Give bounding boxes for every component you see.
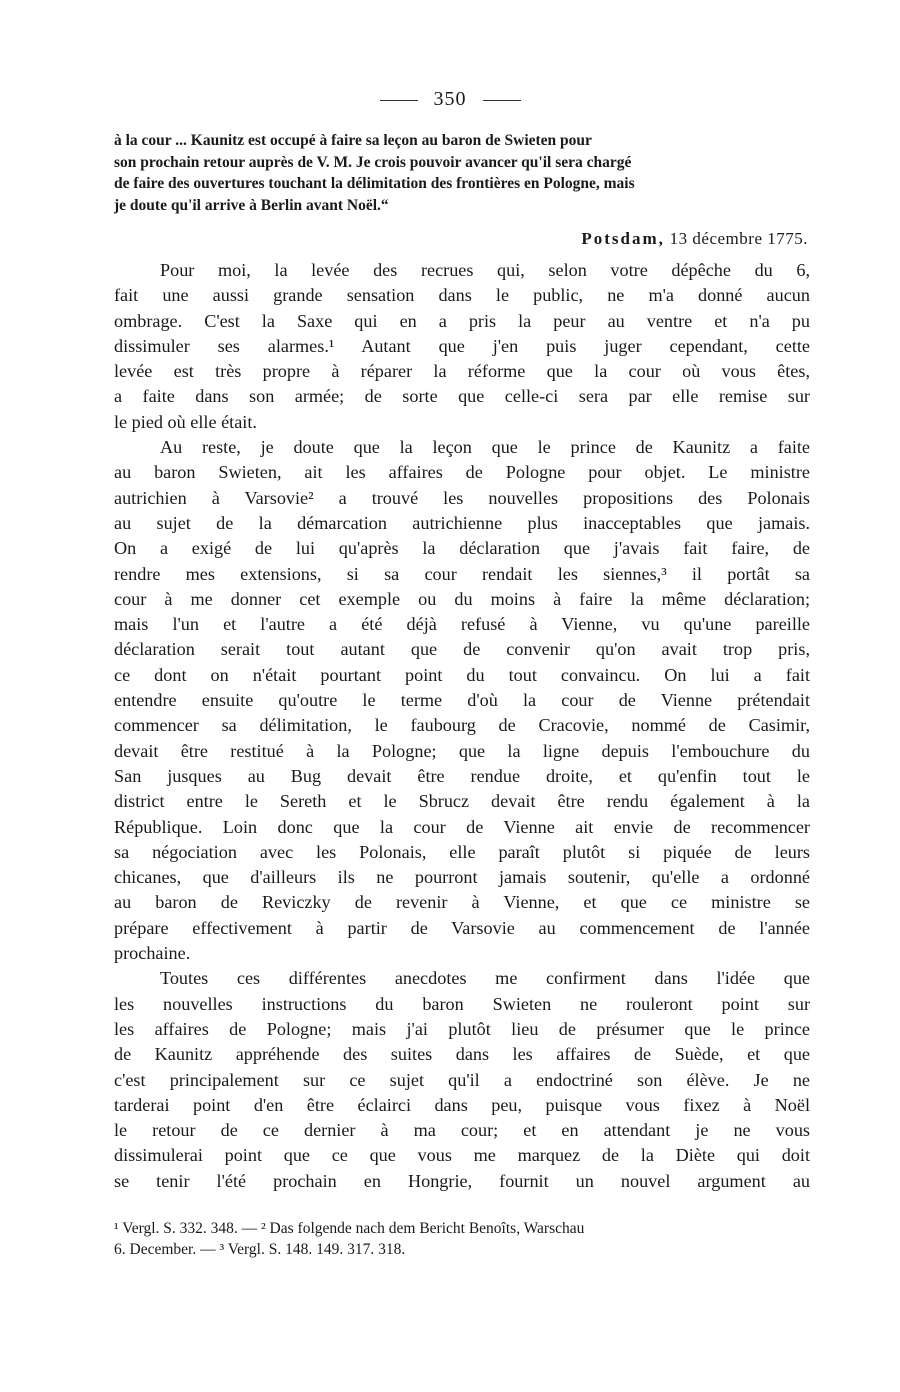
- body-line: levée est très propre à réparer la réforme que la cour où vous êtes,: [114, 361, 810, 382]
- page-header: [0, 88, 900, 111]
- body-line: c'est principalement sur ce sujet qu'il a endoctriné son élève. Je ne: [114, 1069, 810, 1090]
- body-line: chicanes, que d'ailleurs ils ne pourront jamais soutenir, qu'elle a ordonné: [114, 867, 810, 888]
- quote-line: son prochain retour auprès de V. M. Je crois pouvoir avancer qu'il sera chargé: [114, 153, 632, 171]
- body-line: les nouvelles instructions du baron Swieten ne rouleront point sur: [114, 993, 810, 1014]
- body-line: les affaires de Pologne; mais j'ai plutôt lieu de présumer que le prince: [114, 1018, 810, 1039]
- header-rule-left: [380, 100, 418, 101]
- quote-line: à la cour ... Kaunitz est occupé à faire sa leçon au baron de Swieten pour: [114, 132, 592, 149]
- body-line: tarderai point d'en être éclairci dans peu, puisque vous fixez à Noël: [114, 1094, 810, 1115]
- body-line: déclaration serait tout autant que de convenir qu'on avait trop pris,: [114, 639, 810, 660]
- body-line: a faite dans son armée; de sorte que celle-ci sera par elle remise sur: [114, 386, 810, 407]
- footnote-line: ¹ Vergl. S. 332. 348. — ² Das folgende nach dem Bericht Benoîts, Warschau: [114, 1220, 585, 1237]
- body-line: au baron de Reviczky de revenir à Vienne, et que ce ministre se: [114, 892, 810, 913]
- body-line: fait une aussi grande sensation dans le public, ne m'a donné aucun: [114, 285, 810, 306]
- dateline-place: Potsdam,: [581, 229, 665, 248]
- body-line: dissimuler ses alarmes.¹ Autant que j'en puis juger cependant, cette: [114, 335, 810, 356]
- body-line: prochaine.: [114, 943, 191, 964]
- body-line: République. Loin donc que la cour de Vienne ait envie de recommencer: [114, 816, 810, 837]
- body-line: entendre ensuite qu'outre le terme d'où la cour de Vienne prétendait: [114, 690, 810, 711]
- body-line: On a exigé de lui qu'après la déclaration que j'avais fait faire, de: [114, 538, 810, 559]
- dateline-date: 13 décembre 1775.: [669, 229, 808, 248]
- body-line: se tenir l'été prochain en Hongrie, fournit un nouvel argument au: [114, 1170, 810, 1191]
- body-line: cour à me donner cet exemple ou du moins à faire la même déclaration;: [114, 588, 810, 609]
- body-line: ombrage. C'est la Saxe qui en a pris la peur au ventre et n'a pu: [114, 310, 810, 331]
- body-line: Pour moi, la levée des recrues qui, selon votre dépêche du 6,: [160, 260, 810, 280]
- footnote-line: 6. December. — ³ Vergl. S. 148. 149. 317. 318.: [114, 1241, 406, 1258]
- body-line: le retour de ce dernier à ma cour; et en attendant je ne vous: [114, 1120, 810, 1141]
- header-rule-right: [483, 100, 521, 101]
- body-line: district entre le Sereth et le Sbrucz devait être rendu également à la: [114, 791, 810, 812]
- dateline: [581, 229, 808, 249]
- body-line: San jusques au Bug devait être rendue droite, et qu'enfin tout le: [114, 765, 810, 786]
- quote-line: je doute qu'il arrive à Berlin avant Noël.“: [114, 196, 389, 214]
- quoted-report: [114, 130, 810, 216]
- body-line: devait être restitué à la Pologne; que la ligne depuis l'embouchure du: [114, 740, 810, 761]
- body-line: commencer sa délimitation, le faubourg de Cracovie, nommé de Casimir,: [114, 715, 810, 736]
- body-line: de Kaunitz appréhende des suites dans les affaires de Suède, et que: [114, 1044, 810, 1065]
- body-line: le pied où elle était.: [114, 411, 257, 432]
- body-line: mais l'un et l'autre a été déjà refusé à Vienne, vu qu'une pareille: [114, 614, 810, 635]
- body-line: Au reste, je doute que la leçon que le prince de Kaunitz a faite: [160, 437, 810, 458]
- body-line: ce dont on n'était pourtant point du tout convaincu. On lui a fait: [114, 664, 810, 685]
- quote-line: de faire des ouvertures touchant la délimitation des frontières en Pologne, mais: [114, 175, 635, 192]
- letter-body: [114, 258, 810, 1194]
- footnotes: [114, 1218, 810, 1260]
- page-number: 350: [433, 88, 467, 110]
- body-line: au sujet de la démarcation autrichienne plus inacceptables que jamais.: [114, 512, 810, 533]
- body-line: sa négociation avec les Polonais, elle paraît plutôt si piquée de leurs: [114, 841, 810, 862]
- body-line: autrichien à Varsovie² a trouvé les nouvelles propositions des Polonais: [114, 487, 810, 508]
- body-line: Toutes ces différentes anecdotes me confirment dans l'idée que: [160, 968, 810, 989]
- body-line: prépare effectivement à partir de Varsovie au commencement de l'année: [114, 917, 810, 938]
- body-line: rendre mes extensions, si sa cour rendait les siennes,³ il portât sa: [114, 563, 810, 584]
- body-line: dissimulerai point que ce que vous me marquez de la Diète qui doit: [114, 1145, 810, 1166]
- body-line: au baron Swieten, ait les affaires de Pologne pour objet. Le ministre: [114, 462, 810, 483]
